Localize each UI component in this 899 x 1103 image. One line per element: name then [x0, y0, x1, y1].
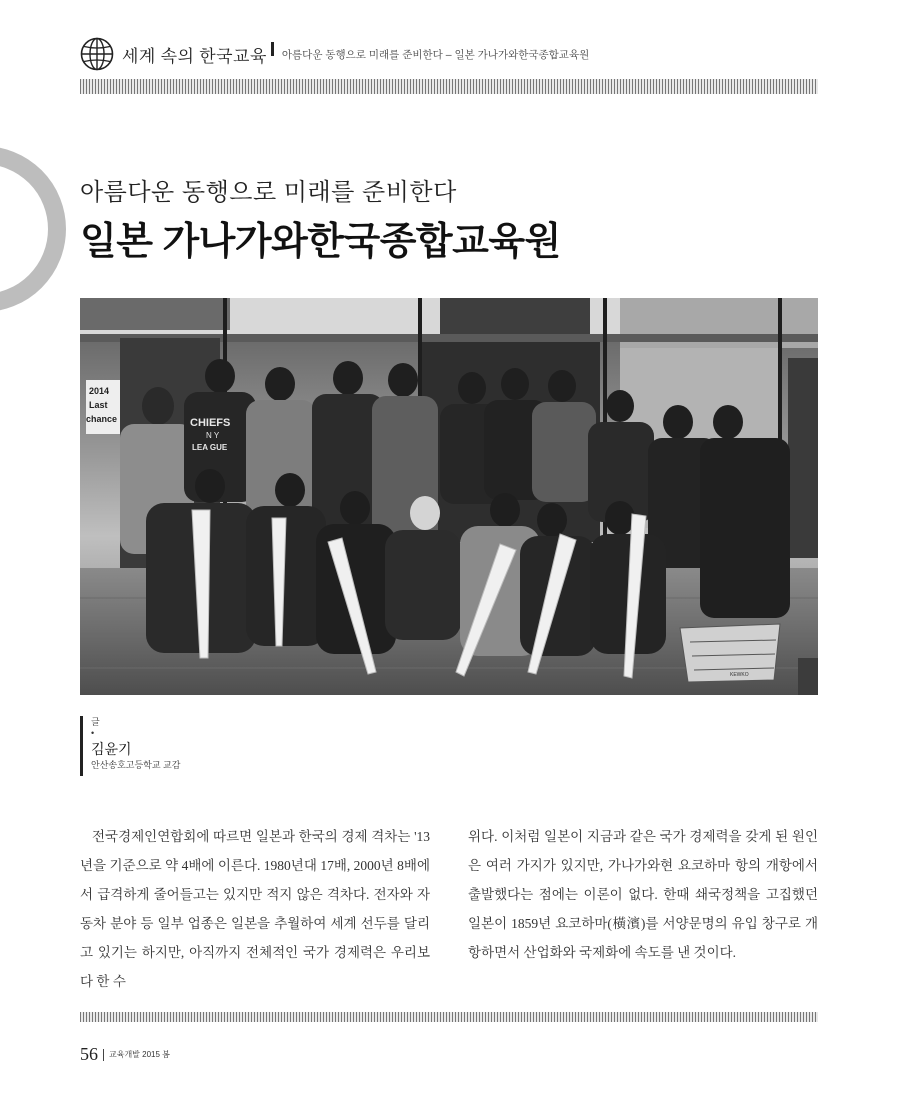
- header-stripe: [80, 79, 818, 94]
- group-photo: [80, 298, 818, 695]
- author-name: 김윤기: [91, 741, 132, 757]
- byline-label: 글: [91, 717, 100, 727]
- publication-info: 교육개발 2015 봄: [109, 1050, 170, 1059]
- jacket-text-chiefs: CHIEFS: [190, 417, 231, 429]
- page-footer: [80, 1044, 170, 1065]
- footer-divider: [103, 1049, 104, 1061]
- article-headline: 일본 가나가와한국종합교육원: [80, 221, 561, 263]
- byline-dot: •: [91, 728, 95, 738]
- body-column-1: 전국경제인연합회에 따르면 일본과 한국의 경제 격차는 '13년을 기준으로 약 4배에 이른다. 1980년대 17배, 2000년 8배에서 급격하게 줄어들고는 있지만 적지 않은 격차다. 전자와 자동차 분야 등 일부 업종은 일본을 추월하여 세계 선두를 달리고 있기는 하지만, 아직까지 전체적인 국가 경제력은 우리보다 한 수: [80, 829, 430, 989]
- section-title-marker: [271, 42, 274, 56]
- byline: [80, 716, 180, 776]
- globe-icon: [80, 37, 114, 71]
- section-subtitle: 아름다운 동행으로 미래를 준비한다 – 일본 가나가와한국종합교육원: [281, 48, 590, 61]
- banner-text-chance: chance: [86, 414, 118, 424]
- banner-text-last: Last: [89, 400, 108, 410]
- section-title: 세계 속의 한국교육: [122, 46, 267, 66]
- banner-text-year: 2014: [89, 386, 110, 396]
- article-kicker: 아름다운 동행으로 미래를 준비한다: [80, 179, 457, 206]
- basket-brand-text: KEWKO: [730, 672, 749, 678]
- author-role: 안산송호고등학교 교감: [91, 760, 181, 770]
- page-number: 56: [80, 1044, 98, 1064]
- decorative-arc: [0, 146, 66, 312]
- jacket-text-league: LEA GUE: [192, 443, 228, 452]
- section-header: [80, 36, 589, 72]
- footer-stripe: [80, 1012, 818, 1022]
- body-column-2: 위다. 이처럼 일본이 지금과 같은 국가 경제력을 갖게 된 원인은 여러 가지가 있지만, 가나가와현 요코하마 항의 개항에서 출발했다는 점에는 이론이 없다. 한때 쇄국정책을 고집했던 일본이 1859년 요코하마(橫濱)를 서양문명의 유입 창구로 개항하면서 산업화와 국제화에 속도를 낸 것이다.: [468, 829, 818, 960]
- jacket-text-ny: N Y: [206, 431, 220, 440]
